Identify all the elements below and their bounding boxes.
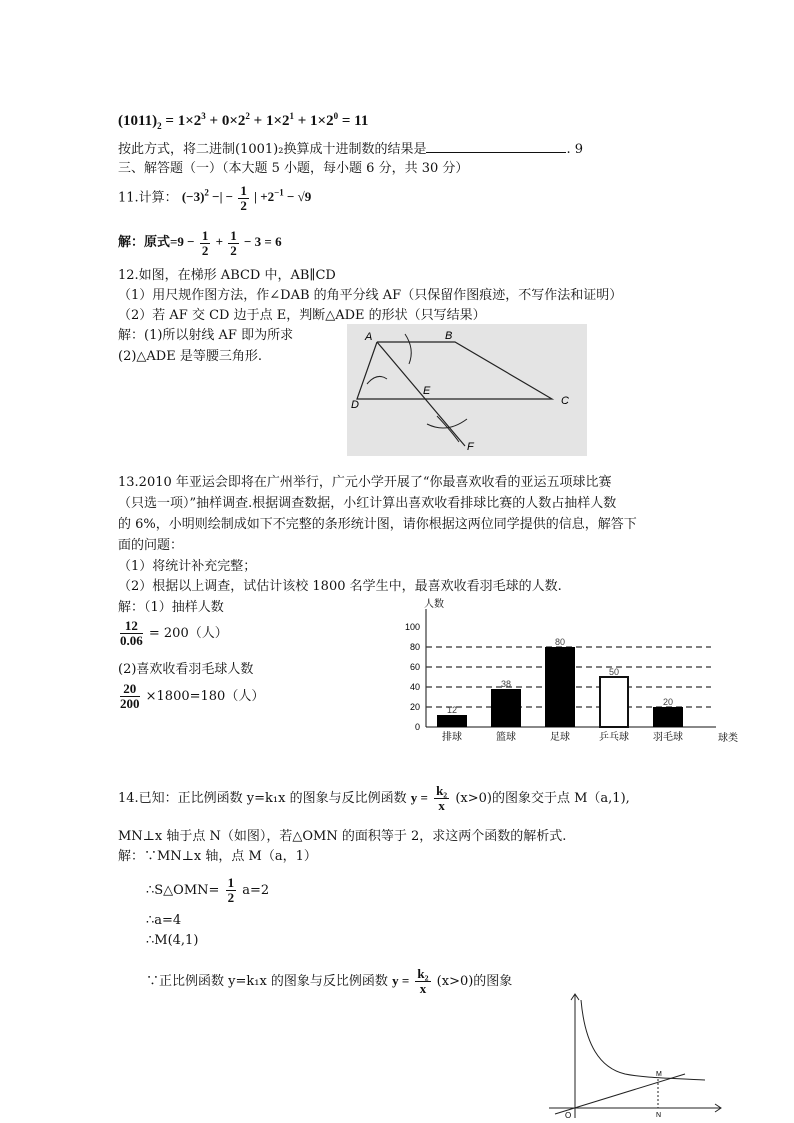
q13-line6: （2）根据以上调查，试估计该校 1800 名学生中，最喜欢收看羽毛球的人数. bbox=[118, 579, 562, 594]
eq-sub: 2 bbox=[157, 121, 162, 131]
q13-frac1-result: = 200（人） bbox=[148, 626, 228, 641]
label-e: E bbox=[423, 385, 431, 397]
q14-ans2-b: a=2 bbox=[242, 883, 270, 898]
q11-expr1: (−3) bbox=[181, 189, 205, 205]
q14-line2: MN⊥x 轴于点 N（如图），若△OMN 的面积等于 2，求这两个函数的解析式. bbox=[118, 829, 567, 844]
trapezoid-figure bbox=[347, 324, 587, 456]
a11-plus: + bbox=[215, 234, 227, 250]
label-b: B bbox=[445, 330, 453, 342]
chart-ytick-label: 40 bbox=[409, 682, 420, 692]
chart-ytick-label: 20 bbox=[409, 702, 420, 712]
q14-ans5-frac bbox=[415, 967, 430, 996]
q11-expr2: −| − bbox=[212, 189, 234, 205]
section-heading: 三、解答题（一）（本大题 5 小题，每小题 6 分，共 30 分） bbox=[118, 161, 469, 176]
chart-bar bbox=[437, 715, 467, 727]
q13-answer1: 解：（1）抽样人数 bbox=[118, 600, 224, 615]
chart-xlabel: 球类 bbox=[718, 733, 738, 744]
q13-line5: （1）将统计补充完整； bbox=[118, 559, 257, 574]
q10-text: 按此方式，将二进制(1001)₂换算成十进制数的结果是 bbox=[118, 142, 427, 157]
a11-frac1-num: 1 bbox=[201, 228, 209, 243]
q14-y-lhs: y = bbox=[410, 790, 428, 805]
q11-expneg: −1 bbox=[274, 188, 284, 199]
q14-answer2 bbox=[146, 876, 269, 905]
q13-frac2-num: 20 bbox=[120, 682, 140, 697]
chart-bar bbox=[491, 689, 521, 727]
q10-answer: . 9 bbox=[566, 142, 583, 157]
label-d: D bbox=[351, 399, 359, 411]
chart-category-label: 羽毛球 bbox=[653, 732, 683, 743]
graph-label-o: O bbox=[565, 1111, 572, 1120]
q11-expr4: − √9 bbox=[287, 189, 312, 205]
function-graph bbox=[545, 990, 725, 1120]
q14-line1 bbox=[118, 784, 630, 813]
q14-ans5-frac-num: k₂ bbox=[417, 966, 429, 981]
chart-value-label: 80 bbox=[554, 637, 566, 647]
bar-chart bbox=[396, 597, 746, 747]
q12-line3: （2）若 AF 交 CD 边于点 E，判断△ADE 的形状（只写结果） bbox=[118, 308, 486, 323]
answer-blank bbox=[426, 140, 566, 153]
q14-ans2-frac bbox=[226, 876, 237, 905]
a11-frac2-num: 1 bbox=[230, 228, 237, 243]
q13-frac-line2 bbox=[118, 682, 264, 711]
chart-bar bbox=[600, 677, 628, 727]
q14-ans5-y-lhs: y = bbox=[392, 973, 410, 988]
chart-ytick-label: 0 bbox=[414, 722, 420, 732]
q14-answer4: ∴M(4,1) bbox=[146, 933, 199, 948]
figure-background bbox=[347, 324, 587, 456]
q12-answer2: (2)△ADE 是等腰三角形. bbox=[118, 349, 262, 364]
q12-line2: （1）用尺规作图方法，作∠DAB 的角平分线 AF（只保留作图痕迹，不写作法和证明） bbox=[118, 288, 623, 303]
eq-term5: = 11 bbox=[341, 113, 369, 129]
q14-ans2-num: 1 bbox=[227, 875, 235, 890]
binary-expansion-equation bbox=[118, 107, 368, 135]
chart-ytick-label: 100 bbox=[404, 622, 420, 632]
q13-answer2: (2)喜欢收看羽毛球人数 bbox=[118, 662, 254, 677]
eq-term4: + 1×2 bbox=[297, 113, 334, 129]
graph-label-m: M bbox=[656, 1071, 662, 1078]
chart-category-label: 足球 bbox=[550, 732, 570, 743]
a11-rest: − 3 = 6 bbox=[244, 234, 282, 250]
q14-frac bbox=[434, 784, 449, 813]
eq-exp2: 2 bbox=[245, 111, 250, 121]
q14-ans2-den: 2 bbox=[227, 890, 235, 905]
chart-ytick-label: 80 bbox=[409, 642, 420, 652]
q14-answer3: ∴a=4 bbox=[146, 913, 182, 928]
q14-ans5-a: ∵正比例函数 y=k₁x 的图象与反比例函数 bbox=[146, 974, 388, 989]
q13-frac2-result: ×1800=180（人） bbox=[145, 689, 265, 704]
chart-value-label: 38 bbox=[500, 679, 512, 689]
graph-label-n: N bbox=[656, 1112, 662, 1119]
chart-ytick-label: 60 bbox=[409, 662, 420, 672]
a11-label: 解：原式=9 − bbox=[118, 234, 195, 250]
label-c: C bbox=[561, 395, 569, 407]
q12-line1: 12.如图，在梯形 ABCD 中，AB∥CD bbox=[118, 268, 336, 283]
q13-line3: 的 6%，小明则绘制成如下不完整的条形统计图，请你根据这两位同学提供的信息，解答下 bbox=[118, 517, 637, 532]
q14-ans2-a: ∴S△OMN= bbox=[146, 883, 220, 898]
q14-answer1: 解：∵MN⊥x 轴，点 M（a，1） bbox=[118, 849, 317, 864]
q12-answer1: 解：(1)所以射线 AF 即为所求 bbox=[118, 328, 294, 343]
a11-frac2 bbox=[228, 229, 239, 258]
chart-value-label: 50 bbox=[608, 667, 620, 677]
q14-frac-den: x bbox=[438, 798, 445, 813]
q14-ans5-b: (x>0)的图象 bbox=[436, 974, 513, 989]
chart-bar bbox=[653, 707, 683, 727]
q11-fraction-num: 1 bbox=[240, 183, 247, 198]
q13-line2: （只选一项）”抽样调查.根据调查数据，小红计算出喜欢收看排球比赛的人数占抽样人数 bbox=[118, 496, 617, 511]
chart-ylabel: 人数 bbox=[424, 599, 444, 610]
q11-label: 11.计算： bbox=[118, 190, 178, 206]
eq-term2: + 0×2 bbox=[209, 113, 246, 129]
q13-frac1-num: 12 bbox=[120, 619, 143, 634]
q13-frac-line1 bbox=[118, 619, 228, 648]
q13-line4: 面的问题： bbox=[118, 538, 184, 553]
q14-text-a: 14.已知：正比例函数 y=k₁x 的图象与反比例函数 bbox=[118, 791, 407, 806]
q13-frac1 bbox=[120, 619, 143, 648]
chart-value-label: 20 bbox=[662, 697, 674, 707]
label-f: F bbox=[467, 441, 474, 453]
answer-11 bbox=[118, 229, 282, 258]
chart-value-label: 12 bbox=[446, 705, 458, 715]
q13-frac2 bbox=[120, 682, 140, 711]
q11-exp2: 2 bbox=[204, 188, 209, 199]
a11-frac1-den: 2 bbox=[201, 243, 209, 258]
chart-category-label: 乒乓球 bbox=[599, 732, 629, 743]
q11-fraction bbox=[238, 184, 249, 213]
chart-category-label: 篮球 bbox=[496, 732, 516, 743]
q13-frac2-den: 200 bbox=[120, 696, 140, 711]
hyperbola-curve bbox=[581, 1000, 705, 1080]
question-10 bbox=[118, 140, 583, 159]
eq-exp0: 0 bbox=[333, 111, 339, 121]
eq-base: (1011) bbox=[118, 113, 158, 129]
eq-term3: + 1×2 bbox=[253, 113, 290, 129]
q14-frac-num: k₂ bbox=[436, 783, 448, 798]
q14-answer5 bbox=[146, 967, 512, 996]
q13-line1: 13.2010 年亚运会即将在广州举行，广元小学开展了“你最喜欢收看的亚运五项球比赛 bbox=[118, 475, 612, 490]
question-11 bbox=[118, 184, 311, 213]
eq-term1: = 1×2 bbox=[165, 113, 202, 129]
q13-frac1-den: 0.06 bbox=[120, 633, 143, 648]
chart-layer bbox=[405, 597, 738, 744]
chart-bar bbox=[545, 647, 575, 727]
a11-frac2-den: 2 bbox=[230, 243, 237, 258]
a11-frac1 bbox=[200, 229, 211, 258]
q11-expr3: | +2 bbox=[254, 189, 275, 205]
eq-exp1: 1 bbox=[289, 111, 294, 121]
q14-ans5-frac-den: x bbox=[419, 981, 427, 996]
eq-exp3: 3 bbox=[201, 111, 206, 121]
q14-text-b: (x>0)的图象交于点 M（a,1), bbox=[455, 791, 630, 806]
label-a: A bbox=[365, 331, 373, 343]
q11-fraction-den: 2 bbox=[240, 198, 247, 213]
chart-category-label: 排球 bbox=[442, 732, 462, 743]
